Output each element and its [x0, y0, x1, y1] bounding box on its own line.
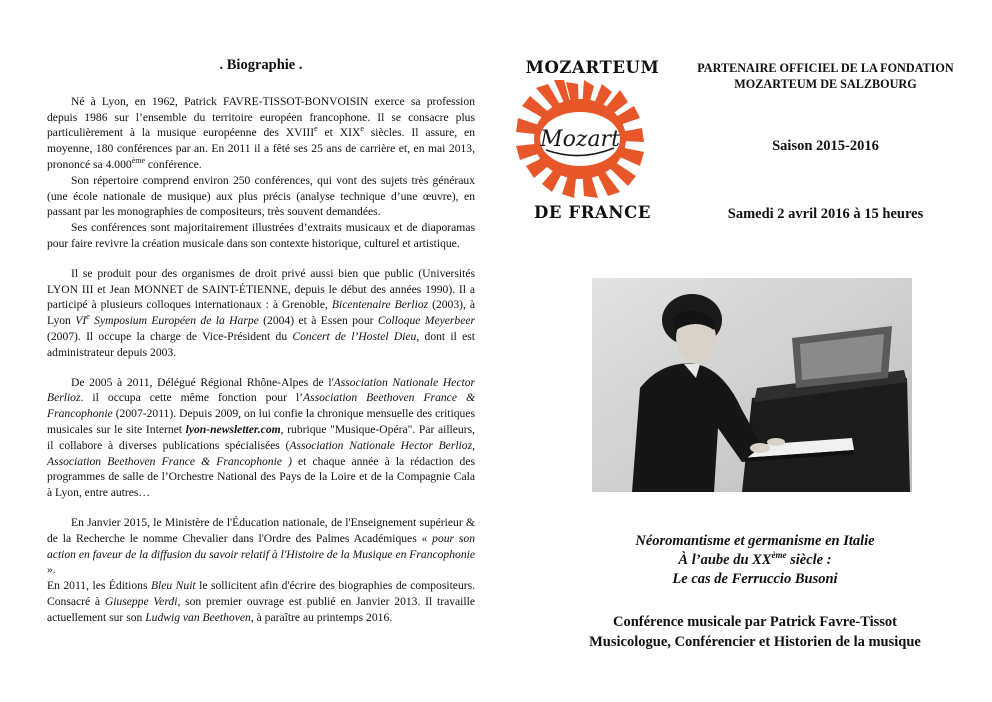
speaker-line-1: Conférence musicale par Patrick Favre-Tissot — [612, 614, 898, 630]
season-label: Saison 2015-2016 — [772, 138, 879, 154]
bio-italic: Symposium Européen de la Harpe — [89, 314, 259, 328]
bio-text: Il se produit pour des organismes de droit privé aussi bien que public (Universités LYON III et Jean MONNET de SAINT-ÉTIENNE, depuis le début des années 1990). Il a participé à plusieurs colloques internationaux : à Grenoble, — [47, 266, 475, 312]
bio-italic: Concert de l’Hostel Dieu — [292, 329, 417, 343]
bio-paragraph-institutions — [47, 266, 475, 361]
bio-text: (2007). Il occupe la charge de Vice-Président du — [47, 329, 293, 343]
bio-italic: Association Nationale Hector Berlioz, Association Beethoven France & Francophonie ) — [47, 438, 475, 468]
poster-column — [510, 0, 980, 702]
bio-italic: pour son action en faveur de la diffusion du savoir relatif à l'Histoire de la Musique en Francophonie — [47, 531, 475, 561]
bio-text: (2007-2011). Depuis 2009, on lui confie la chronique mensuelle des critiques musicales sur le site Internet — [47, 407, 475, 436]
speaker-block — [540, 612, 970, 652]
bio-paragraph-birth — [47, 94, 475, 173]
lecture-title-text: siècle : — [786, 552, 832, 568]
bio-text: En 2011, les Éditions — [47, 579, 151, 593]
bio-text: et XIX — [317, 126, 361, 140]
bio-italic: Colloque Meyerbeer — [377, 314, 476, 328]
partner-line-1: PARTENAIRE OFFICIEL DE LA FONDATION — [697, 61, 954, 75]
speaker-line-2: Musicologue, Conférencier et Historien de la musique — [589, 634, 921, 650]
lecture-title-line-3: Le cas de Ferruccio Busoni — [672, 571, 838, 587]
lecture-title — [560, 532, 950, 589]
logo-text-de-france: DE FRANCE — [533, 203, 652, 222]
partner-statement — [673, 60, 978, 92]
biography-column — [47, 58, 475, 626]
piano-photo-illustration — [592, 278, 912, 492]
biography-title: . Biographie . — [219, 57, 303, 73]
logo-text-mozarteum: MOZARTEUM — [525, 58, 660, 77]
bio-text: De 2005 à 2011, Délégué Régional Rhône-Alpes de l' — [71, 375, 334, 389]
bio-italic: Giuseppe Verdi — [104, 594, 178, 608]
bio-text: le sollicitent afin d'écrire des biographies de compositeurs. Consacré à — [47, 579, 476, 608]
superscript: e — [314, 124, 318, 134]
bio-italic: VI — [75, 314, 87, 328]
bio-paragraph-repertoire: Son répertoire comprend environ 250 conférences, qui vont des sujets très généraux (une école nationale de musique) aux plus précis (analyse technique d’une œuvre), en passant par les monographies de compositeurs, très souvent demandées. — [47, 173, 475, 219]
bio-text: Né à Lyon, en 1962, Patrick FAVRE-TISSOT-BONVOISIN exerce sa profession depuis 1986 sur l’ensemble du territoire européen francophone. Il se consacre plus particulièrement à la musique européenne des XVIII — [47, 94, 475, 140]
superscript: e — [86, 312, 90, 322]
bio-text: (2004) et à Essen pour — [258, 314, 378, 328]
bio-text: , dont il est administrateur depuis 2003. — [47, 329, 475, 359]
busoni-piano-photo — [592, 278, 912, 492]
superscript: ème — [131, 156, 146, 166]
bio-italic: Association Nationale Hector Berlioz — [47, 375, 476, 405]
bio-text: . il occupa cette même fonction pour l’ — [80, 391, 304, 405]
bio-text: siècles. Il assure, en moyenne, 180 conférences par an. En 2011 il a fêté ses 25 ans de carrière et, en mai 2013, prononcé sa 4.000 — [47, 126, 475, 171]
bio-italic: Bleu Nuit — [150, 579, 196, 593]
bio-paragraph-books — [47, 578, 475, 625]
lecture-title-line-2 — [560, 551, 950, 570]
logo-signature: Mozart — [540, 127, 620, 152]
superscript: ème — [771, 550, 787, 561]
bio-italic: Ludwig van Beethoven — [145, 610, 251, 624]
website-name: lyon-newsletter.com — [185, 422, 281, 436]
mozarteum-sun-logo — [516, 80, 644, 198]
bio-paragraph-illustrations: Ses conférences sont majoritairement illustrées d’extraits musicaux et de diaporamas pour faire revivre la création musicale dans son contexte historique, culturel et artistique. — [47, 221, 475, 250]
bio-text: ». — [47, 563, 56, 577]
bio-italic: Association Beethoven France & Francophonie — [47, 391, 476, 421]
bio-paragraph-associations — [47, 375, 475, 501]
bio-text: conférence. — [145, 157, 202, 171]
bio-text: , rubrique "Musique-Opéra". Par ailleurs, il collabore à diverses publications spécialisées ( — [47, 422, 475, 452]
partner-line-2: MOZARTEUM DE SALZBOURG — [734, 77, 917, 91]
bio-text: (2003), à Lyon — [47, 298, 475, 328]
lecture-title-line-1: Néoromantisme et germanisme en Italie — [635, 533, 875, 549]
lecture-title-text: À l’aube du XX — [678, 552, 772, 568]
bio-text: et chaque année à la rédaction des programmes de salle de l’Orchestre National des Pays de la Loire et de la Compagnie Cala à Lyon, entre autres… — [47, 454, 475, 500]
bio-text: , son premier ouvrage est publié en Janvier 2013. Il travaille actuellement sur son — [47, 594, 475, 624]
bio-text: En Janvier 2015, le Ministère de l'Éducation nationale, de l'Enseignement supérieur & de la Recherche le nomme Chevalier dans l'Ordre des Palmes Académiques « — [47, 515, 475, 545]
superscript: e — [360, 124, 364, 134]
event-date: Samedi 2 avril 2016 à 15 heures — [727, 206, 924, 222]
bio-text: , à paraître au printemps 2016. — [250, 610, 393, 624]
bio-paragraph-palmes — [47, 515, 475, 578]
bio-italic: Bicentenaire Berlioz — [331, 298, 429, 312]
